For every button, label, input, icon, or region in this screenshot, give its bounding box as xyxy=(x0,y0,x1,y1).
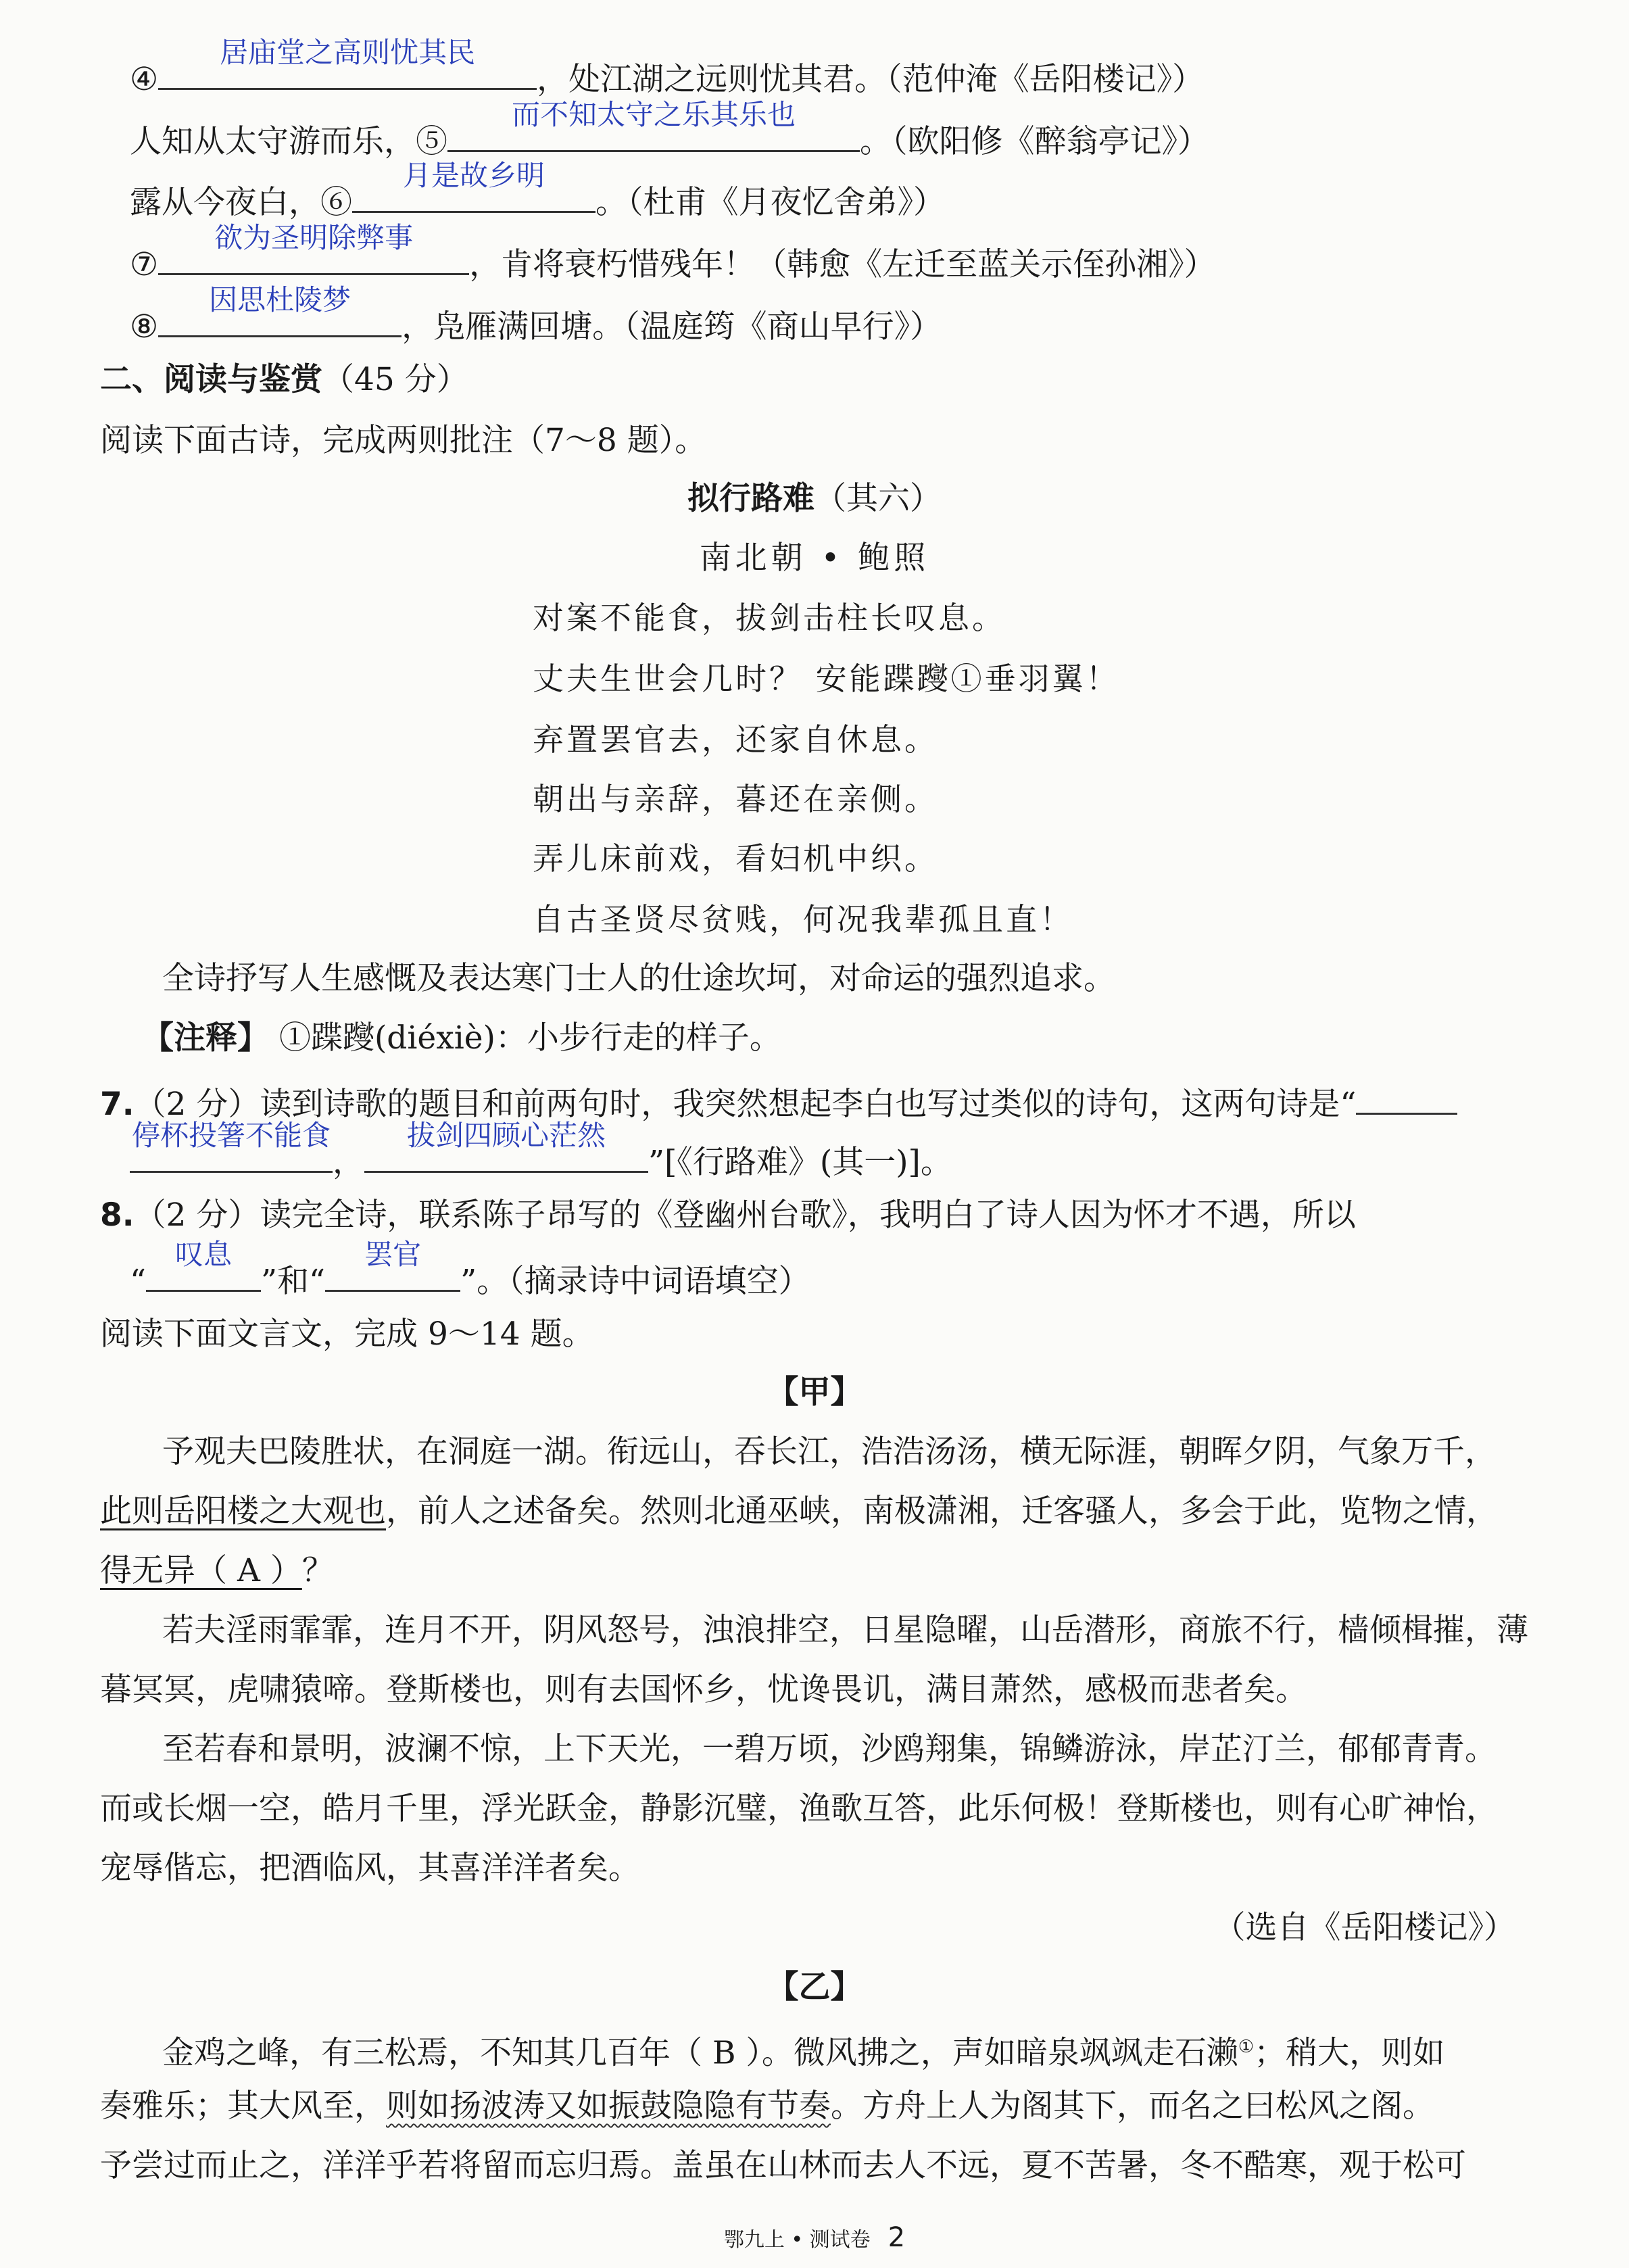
answer-blank[interactable] xyxy=(352,159,595,213)
answer-blank[interactable] xyxy=(364,1119,648,1173)
answer-blank[interactable] xyxy=(130,1119,333,1173)
jia-line: 而或长烟一空，皓月千里，浮光跃金，静影沉璧，渔歌互答，此乐何极！登斯楼也，则有心旷神怡， xyxy=(100,1790,1498,1827)
poem-line: 自古圣贤尽贫贱，何况我辈孤且直！ xyxy=(533,901,1073,938)
yi-line: 金鸡之峰，有三松焉，不知其几百年（ B ）。微风拂之，声如暗泉飒飒走石濑①；稍大，则如 xyxy=(162,2034,1445,2072)
poem-line: 朝出与亲辞，暮还在亲侧。 xyxy=(533,781,938,817)
poem-author: 南北朝 • 鲍照 xyxy=(699,539,930,577)
handwritten-answer: 月是故乡明 xyxy=(402,159,545,192)
answer-blank[interactable] xyxy=(146,1238,261,1292)
passage-label-jia: 【甲】 xyxy=(767,1374,862,1411)
answer-blank[interactable] xyxy=(158,36,537,90)
question-8-answers: “ 叹息 ”和“ 罢官 ”。（摘录诗中词语填空） xyxy=(130,1238,810,1300)
handwritten-answer: 罢官 xyxy=(364,1238,422,1271)
question-7: 7.（2 分）读到诗歌的题目和前两句时，我突然想起李白也写过类似的诗句，这两句诗是“ xyxy=(100,1078,1457,1125)
page-number: 2 xyxy=(888,2222,906,2253)
underlined-sentence: 得无异（ A ） xyxy=(100,1552,302,1589)
yi-line: 予尝过而止之，洋洋乎若将留而忘归焉。盖虽在山林而去人不远，夏不苦暑，冬不酷寒，观于松可 xyxy=(100,2147,1466,2184)
answer-blank[interactable] xyxy=(158,221,469,275)
question-8: 8.（2 分）读完全诗，联系陈子昂写的《登幽州台歌》，我明白了诗人因为怀才不遇，所以 xyxy=(100,1197,1356,1234)
answer-blank[interactable] xyxy=(1356,1078,1457,1115)
classical-instruction: 阅读下面文言文，完成 9～14 题。 xyxy=(100,1316,594,1353)
answer-blank[interactable] xyxy=(158,283,402,337)
fill-line-6: 露从今夜白，⑥ 月是故乡明 。（杜甫《月夜忆舍弟》） xyxy=(130,159,945,221)
jia-line: 暮冥冥，虎啸猿啼。登斯楼也，则有去国怀乡，忧谗畏讥，满目萧然，感极而悲者矣。 xyxy=(100,1671,1307,1708)
handwritten-answer: 欲为圣明除弊事 xyxy=(214,221,414,254)
poem-line: 弄儿床前戏，看妇机中织。 xyxy=(533,840,938,877)
passage-label-yi: 【乙】 xyxy=(767,1969,862,2006)
poem-line: 丈夫生世会几时？ 安能蹀躞①垂羽翼！ xyxy=(533,660,1120,697)
jia-line: 得无异（ A ）？ xyxy=(100,1552,334,1589)
handwritten-answer: 居庙堂之高则忧其民 xyxy=(220,36,476,69)
page-footer: 鄂九上 • 测试卷 2 xyxy=(723,2222,906,2253)
jia-line: 至若春和景明，波澜不惊，上下天光，一碧万顷，沙鸥翔集，锦鳞游泳，岸芷汀兰，郁郁青青。 xyxy=(162,1731,1497,1768)
fill-line-7: ⑦ 欲为圣明除弊事 ，肯将衰朽惜残年！（韩愈《左迁至蓝关示侄孙湘》） xyxy=(130,221,1216,283)
question-7-answers: 停杯投箸不能食 ， 拔剑四顾心茫然 ”[《行路难》(其一)]。 xyxy=(130,1136,952,1183)
handwritten-answer: 拔剑四顾心茫然 xyxy=(406,1119,606,1152)
jia-line: 宠辱偕忘，把酒临风，其喜洋洋者矣。 xyxy=(100,1850,640,1887)
handwritten-answer: 而不知太守之乐其乐也 xyxy=(511,98,796,131)
handwritten-answer: 叹息 xyxy=(175,1238,233,1271)
poem-line: 弃置罢官去，还家自休息。 xyxy=(533,721,938,758)
fill-line-4: ④ 居庙堂之高则忧其民 ，处江湖之远则忧其君。（范仲淹《岳阳楼记》） xyxy=(130,36,1205,98)
jia-source: （选自《岳阳楼记》） xyxy=(1213,1909,1515,1946)
section-heading: 二、阅读与鉴赏（45 分） xyxy=(100,361,468,398)
underlined-sentence: 此则岳阳楼之大观也 xyxy=(100,1493,386,1530)
answer-blank[interactable] xyxy=(325,1238,460,1292)
jia-line: 此则岳阳楼之大观也，前人之述备矣。然则北通巫峡，南极潇湘，迁客骚人，多会于此，览物之情， xyxy=(100,1493,1498,1530)
fill-line-5: 人知从太守游而乐，⑤ 而不知太守之乐其乐也 。（欧阳修《醉翁亭记》） xyxy=(130,98,1209,160)
jia-line: 予观夫巴陵胜状，在洞庭一湖。衔远山，吞长江，浩浩汤汤，横无际涯，朝晖夕阴，气象万千， xyxy=(162,1433,1497,1470)
poem-instruction: 阅读下面古诗，完成两则批注（7～8 题）。 xyxy=(100,422,707,459)
poem-line: 对案不能食，拔剑击柱长叹息。 xyxy=(533,600,1006,636)
yi-line: 奏雅乐；其大风至，则如扬波涛又如振鼓隐隐有节奏。方舟上人为阁其下，而名之曰松风之阁。 xyxy=(100,2088,1434,2125)
poem-summary: 全诗抒写人生感慨及表达寒门士人的仕途坎坷，对命运的强烈追求。 xyxy=(162,960,1115,997)
fill-line-8: ⑧ 因思杜陵梦 ，凫雁满回塘。（温庭筠《商山早行》） xyxy=(130,283,942,345)
poem-note: 【注释】 ①蹀躞(diéxiè)：小步行走的样子。 xyxy=(142,1019,781,1057)
answer-blank[interactable] xyxy=(447,98,860,152)
wavy-underlined-sentence: 则如扬波涛又如振鼓隐隐有节奏 xyxy=(386,2088,831,2125)
handwritten-answer: 停杯投箸不能食 xyxy=(131,1119,331,1152)
jia-line: 若夫淫雨霏霏，连月不开，阴风怒号，浊浪排空，日星隐曜，山岳潜形，商旅不行，樯倾楫摧，薄 xyxy=(162,1612,1528,1649)
handwritten-answer: 因思杜陵梦 xyxy=(209,283,351,316)
poem-title: 拟行路难（其六） xyxy=(687,480,942,517)
